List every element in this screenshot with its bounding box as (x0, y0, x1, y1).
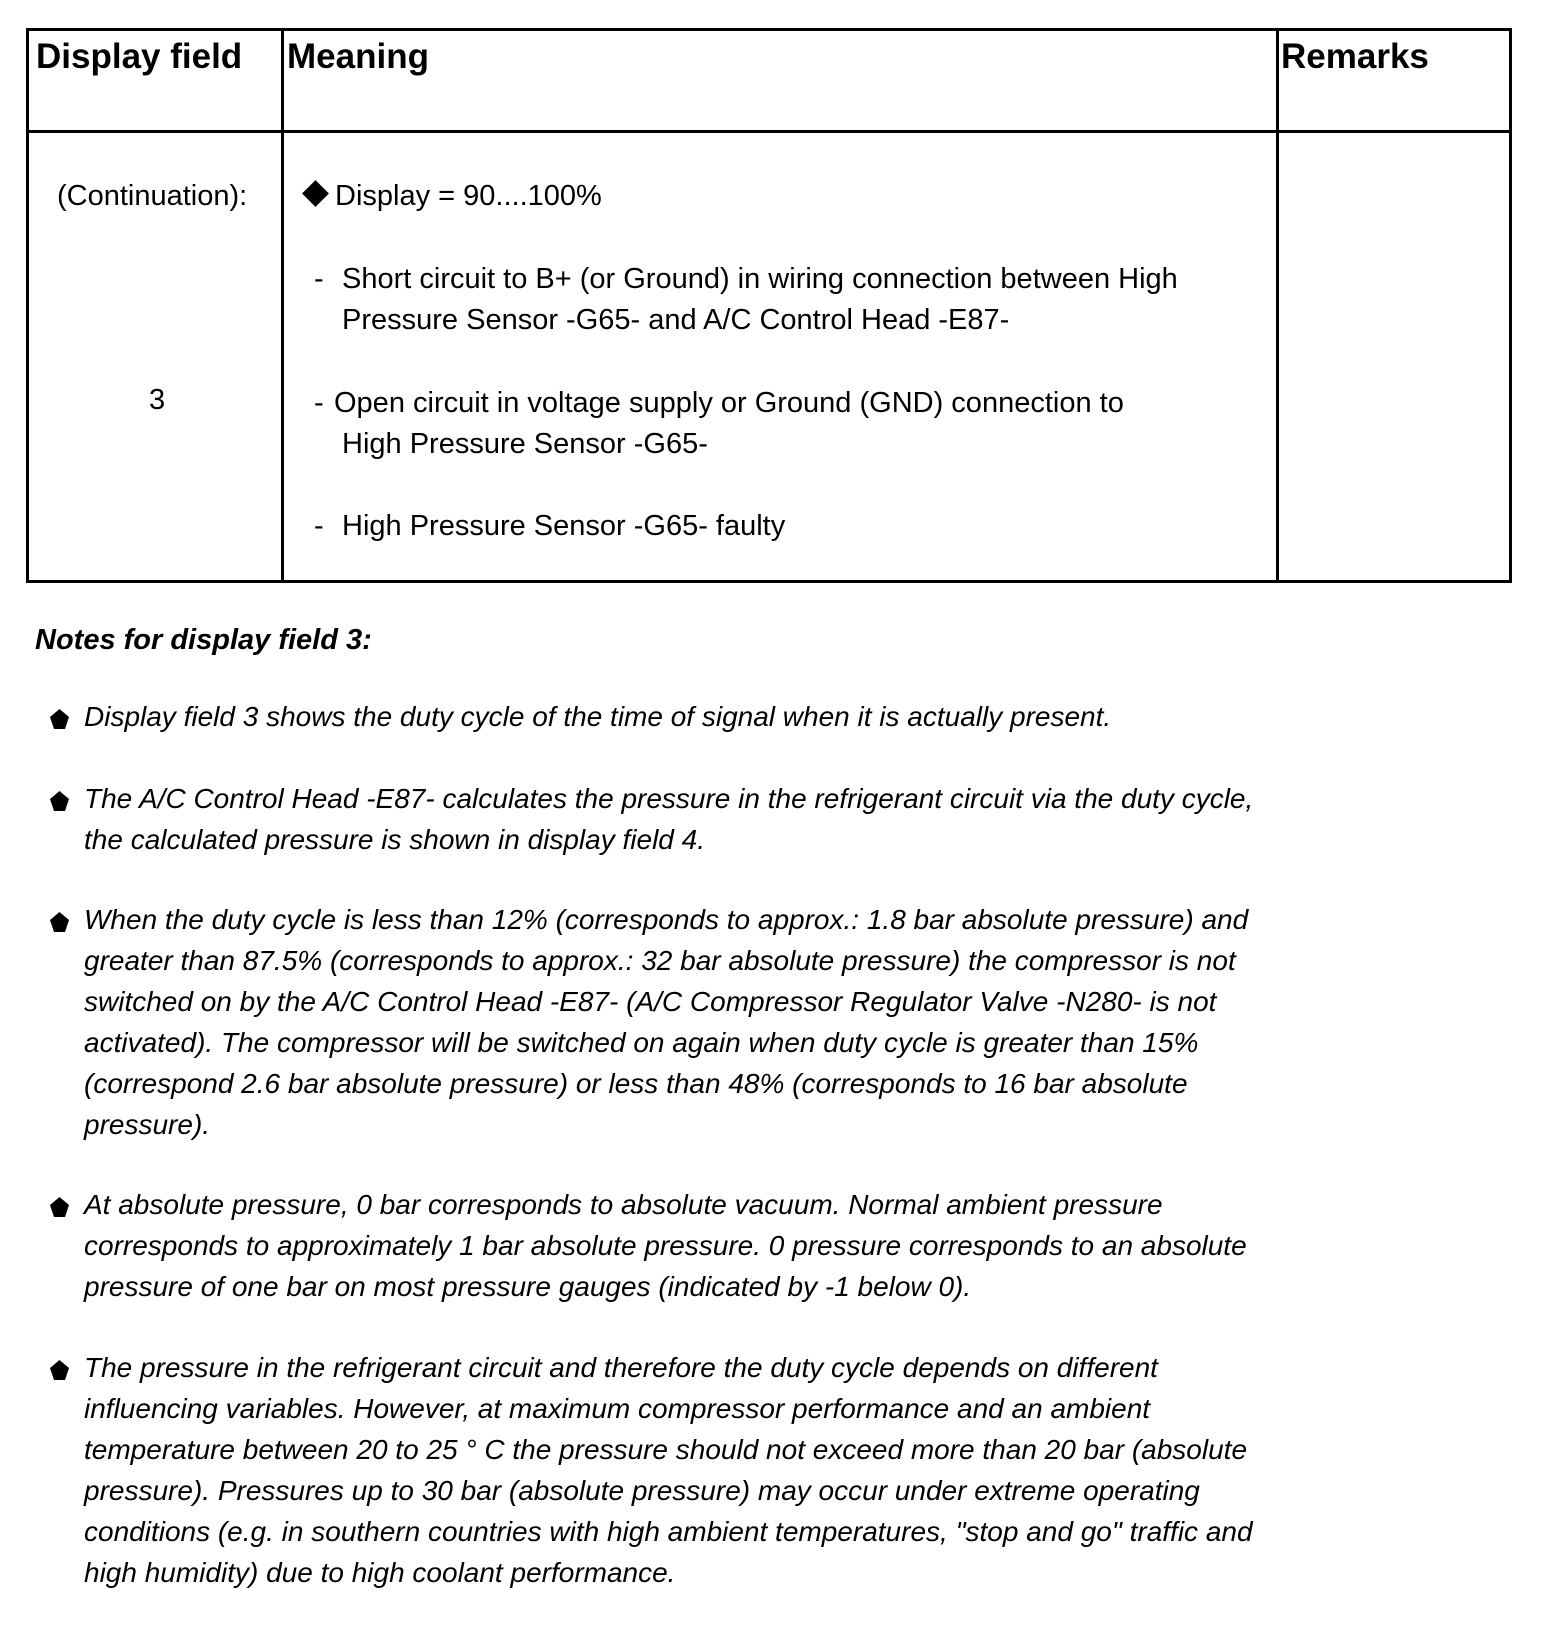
note-text: When the duty cycle is less than 12% (corresponds to approx.: 1.8 bar absolute pressure) and greater than 87.5% (corresponds to approx.: 32 bar absolute pressure) the compressor is not switched on by the A/C Control Head -E87- (A/C Compressor Regulator Valve -N280- is not activated). The compressor will be switched on again when duty cycle is greater than 15% (correspond 2.6 bar absolute pressure) or less than 48% (corresponds to 16 bar absolute pressure). (84, 904, 1249, 1140)
display-field-number: 3 (149, 384, 166, 416)
bullet-icon (50, 1360, 69, 1380)
dash-bullet: - (314, 263, 324, 295)
display-field-table (26, 28, 1512, 583)
column-divider (1276, 31, 1279, 580)
note-text: At absolute pressure, 0 bar corresponds to absolute vacuum. Normal ambient pressure corresponds to approximately 1 bar absolute pressure. 0 pressure corresponds to an absolute pressure of one bar on most pressure gauges (indicated by -1 below 0). (84, 1189, 1247, 1302)
note-text: Display field 3 shows the duty cycle of the time of signal when it is actually present. (84, 701, 1112, 732)
column-divider (281, 31, 284, 580)
header-remarks: Remarks (1281, 37, 1429, 76)
bullet-icon (50, 791, 69, 811)
continuation-label: (Continuation): (57, 180, 248, 212)
header-divider (29, 130, 1509, 133)
bullet-icon (50, 1197, 69, 1217)
bullet-icon (50, 709, 69, 729)
dash-bullet: - (314, 387, 324, 419)
header-meaning: Meaning (287, 37, 429, 76)
note-text: The pressure in the refrigerant circuit and therefore the duty cycle depends on different influencing variables. However, at maximum compressor performance and an ambient temperature between 20 to 25 ° C the pressure should not exceed more than 20 bar (absolute pressure). Pressures up to 30 bar (absolute pressure) may occur under extreme operating conditions (e.g. in southern countries with high ambient temperatures, "stop and go" traffic and high humidity) due to high coolant performance. (84, 1352, 1253, 1588)
dash-bullet: - (314, 510, 324, 542)
main-condition (302, 176, 602, 217)
notes-title: Notes for display field 3: (35, 624, 372, 656)
cause-text-line: High Pressure Sensor -G65- (342, 428, 708, 460)
note-item (50, 696, 1450, 737)
header-display-field: Display field (36, 37, 243, 76)
diamond-bullet-icon (302, 180, 329, 207)
note-item (50, 778, 1450, 860)
cause-text-line: Short circuit to B+ (or Ground) in wiring connection between High (342, 263, 1178, 295)
cause-text-line: High Pressure Sensor -G65- faulty (342, 510, 786, 542)
cause-text-line: Open circuit in voltage supply or Ground (GND) connection to (334, 387, 1124, 419)
cause-text-line: Pressure Sensor -G65- and A/C Control Head -E87- (342, 304, 1010, 336)
note-item (50, 1347, 1450, 1593)
note-item (50, 899, 1450, 1145)
note-text: The A/C Control Head -E87- calculates the pressure in the refrigerant circuit via the duty cycle, the calculated pressure is shown in display field 4. (84, 783, 1254, 855)
note-item (50, 1184, 1450, 1307)
bullet-icon (50, 912, 69, 932)
main-condition-text: Display = 90....100% (335, 180, 602, 212)
